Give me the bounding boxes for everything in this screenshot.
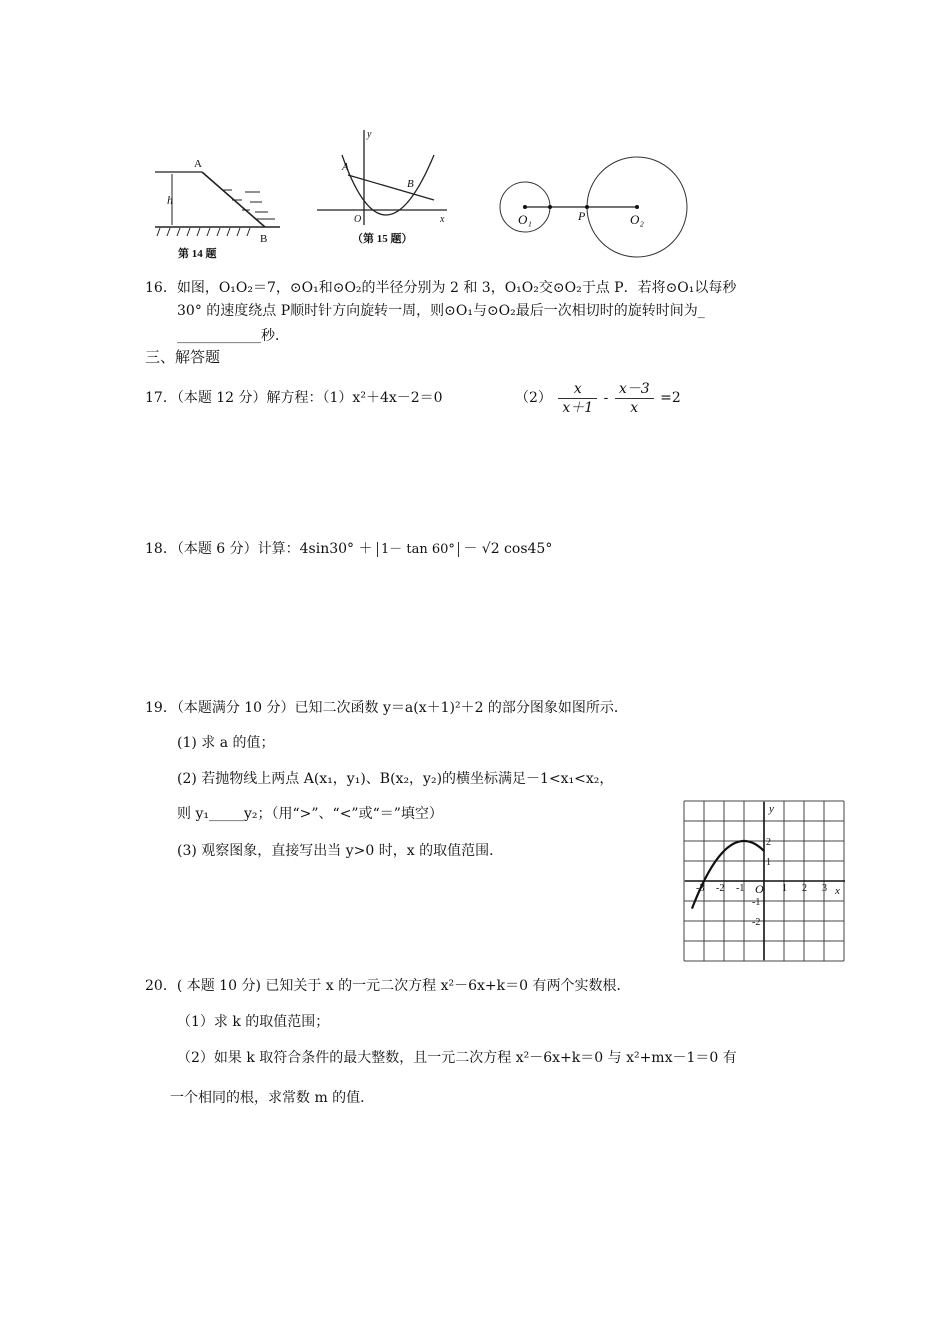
q19-part1: (1) 求 a 的值； (177, 735, 275, 751)
q20-part2: （2）如果 k 取符合条件的最大整数，且一元二次方程 x²－6x+k＝0 与 x²+mx－1＝0 有 (177, 1050, 737, 1066)
absolute-value: 1－ tan 60° (377, 542, 459, 557)
label-o1: O₁ (518, 212, 532, 227)
y-tick-label: 1 (766, 857, 771, 868)
y-tick-label: -2 (752, 917, 761, 928)
label-b: B (260, 233, 268, 245)
label-b: B (407, 178, 414, 190)
figure-16-circles (490, 150, 700, 270)
label-y: y (367, 129, 372, 140)
x-tick-label: 2 (802, 883, 807, 894)
rhs: =2 (660, 390, 681, 406)
caption: （第 15 题） (352, 233, 413, 245)
q16-line2: 30° 的速度绕点 P顺时针方向旋转一周，则⊙O₁与⊙O₂最后一次相切时的旋转时间为_ (177, 303, 705, 319)
q19-stem: 19．（本题满分 10 分）已知二次函数 y＝a(x＋1)²＋2 的部分图象如图所示． (145, 700, 628, 716)
part-label: （2） (515, 390, 552, 406)
section-heading: 三、解答题 (145, 348, 221, 366)
q19-part3: (3) 观察图象，直接写出当 y>0 时，x 的取值范围． (177, 843, 504, 859)
q19-part2-blank: 则 y₁_____y₂；（用“>”、“<”或“＝”填空） (177, 806, 443, 822)
numerator: x－3 (615, 380, 654, 399)
y-axis-label: y (769, 803, 774, 815)
q19-parabola-graph (683, 800, 848, 962)
numerator: x (558, 380, 597, 399)
y-tick-label: -1 (752, 897, 761, 908)
denominator: x＋1 (562, 399, 594, 416)
x-axis-label: x (835, 885, 840, 897)
label-a: A (342, 161, 349, 173)
figure-15-parabola (312, 125, 452, 250)
label-x: x (440, 214, 445, 225)
minus-sign: - (603, 390, 609, 406)
label-p: P (578, 209, 586, 223)
figure-14-dam (150, 150, 300, 260)
x-tick-label: -2 (716, 883, 725, 894)
q18-rest: － √2 cos45° (463, 541, 553, 557)
label-h: h (167, 193, 173, 207)
q20-part2-cont: 一个相同的根，求常数 m 的值． (170, 1090, 375, 1106)
q18-stem: 18．（本题 6 分）计算：4sin30° ＋ (145, 541, 373, 557)
fraction-2 (615, 380, 654, 417)
q17-stem: 17．（本题 12 分）解方程：（1）x²＋4x－2＝0 (145, 390, 443, 406)
caption: 第 14 题 (178, 248, 217, 260)
q18-line (145, 540, 552, 559)
q20-part1: （1）求 k 的取值范围； (177, 1014, 330, 1030)
q19-part2: (2) 若抛物线上两点 A(x₁，y₁)、B(x₂，y₂)的横坐标满足－1<x₁<x₂， (177, 771, 614, 787)
q20-stem: 20．( 本题 10 分) 已知关于 x 的一元二次方程 x²－6x+k＝0 有两个实数根． (145, 978, 631, 994)
x-tick-label: -3 (696, 883, 705, 894)
y-tick-label: 2 (766, 837, 771, 848)
x-tick-label: 3 (822, 883, 827, 894)
label-a: A (194, 158, 202, 170)
x-tick-label: -1 (736, 883, 745, 894)
q17-part2 (515, 378, 681, 418)
denominator: x (630, 399, 639, 416)
q16-line3: ____________秒． (177, 328, 289, 344)
fraction-1 (558, 380, 597, 417)
origin-label: O (755, 882, 764, 896)
q16-line1: 16．如图，O₁O₂＝7，⊙O₁和⊙O₂的半径分别为 2 和 3，O₁O₂交⊙O₂于点 P．若将⊙O₁以每秒 (145, 280, 737, 296)
label-o: O (354, 214, 362, 225)
label-o2: O₂ (630, 212, 644, 227)
x-tick-label: 1 (782, 883, 787, 894)
